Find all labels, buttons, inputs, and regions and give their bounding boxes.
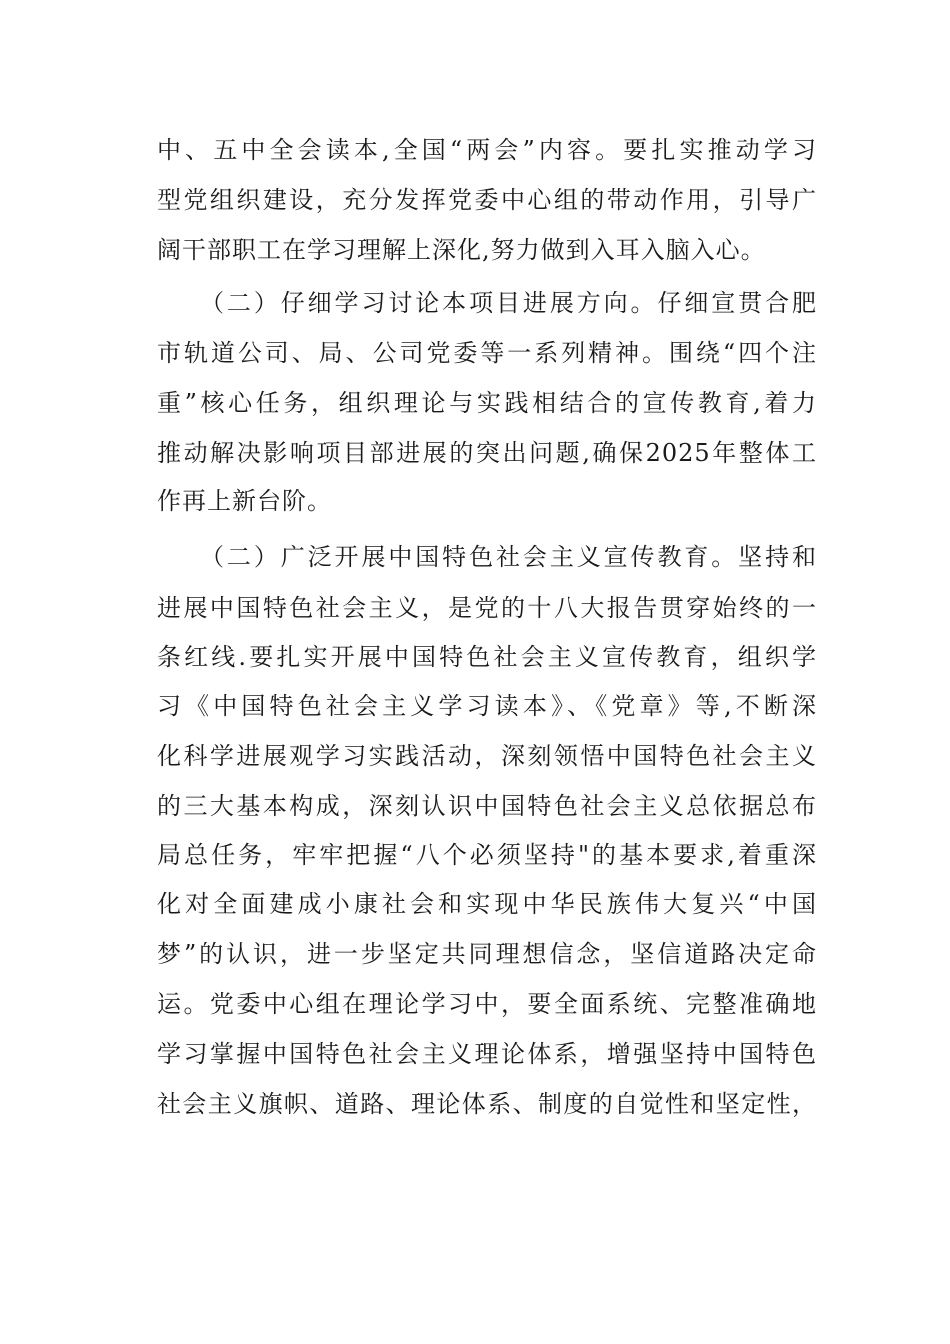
text-line: 的三大基本构成，深刻认识中国特色社会主义总依据总布 — [157, 792, 817, 820]
text-line: 化对全面建成小康社会和实现中华民族伟大复兴“中国 — [157, 890, 817, 918]
text-line: 运。党委中心组在理论学习中，要全面系统、完整准确地 — [157, 990, 817, 1018]
text-line: 习《中国特色社会主义学习读本》、《党章》等,不断深 — [157, 692, 817, 720]
text-line: 型党组织建设，充分发挥党委中心组的带动作用，引导广 — [157, 186, 817, 214]
text-line: 市轨道公司、局、公司党委等一系列精神。围绕“四个注 — [157, 339, 817, 367]
text-line: 阔干部职工在学习理解上深化,努力做到入耳入脑入心。 — [157, 236, 766, 264]
text-line: 化科学进展观学习实践活动，深刻领悟中国特色社会主义 — [157, 742, 817, 770]
text-line: 推动解决影响项目部进展的突出问题,确保2025年整体工 — [157, 439, 817, 467]
text-line: 社会主义旗帜、道路、理论体系、制度的自觉性和坚定性， — [157, 1090, 817, 1118]
text-line: （二）广泛开展中国特色社会主义宣传教育。坚持和 — [200, 543, 817, 571]
text-line: 条红线.要扎实开展中国特色社会主义宣传教育，组织学 — [157, 643, 817, 671]
text-line: 学习掌握中国特色社会主义理论体系，增强坚持中国特色 — [157, 1040, 817, 1068]
text-line: 作再上新台阶。 — [157, 487, 332, 515]
text-line: 重”核心任务，组织理论与实践相结合的宣传教育,着力 — [157, 389, 817, 417]
text-line: 局总任务，牢牢把握“八个必须坚持"的基本要求,着重深 — [157, 841, 817, 869]
text-line: 进展中国特色社会主义，是党的十八大报告贯穿始终的一 — [157, 594, 817, 622]
text-line: （二）仔细学习讨论本项目进展方向。仔细宣贯合肥 — [200, 289, 817, 317]
text-line: 梦”的认识，进一步坚定共同理想信念，坚信道路决定命 — [157, 940, 817, 968]
text-line: 中、五中全会读本,全国“两会”内容。要扎实推动学习 — [157, 136, 817, 164]
